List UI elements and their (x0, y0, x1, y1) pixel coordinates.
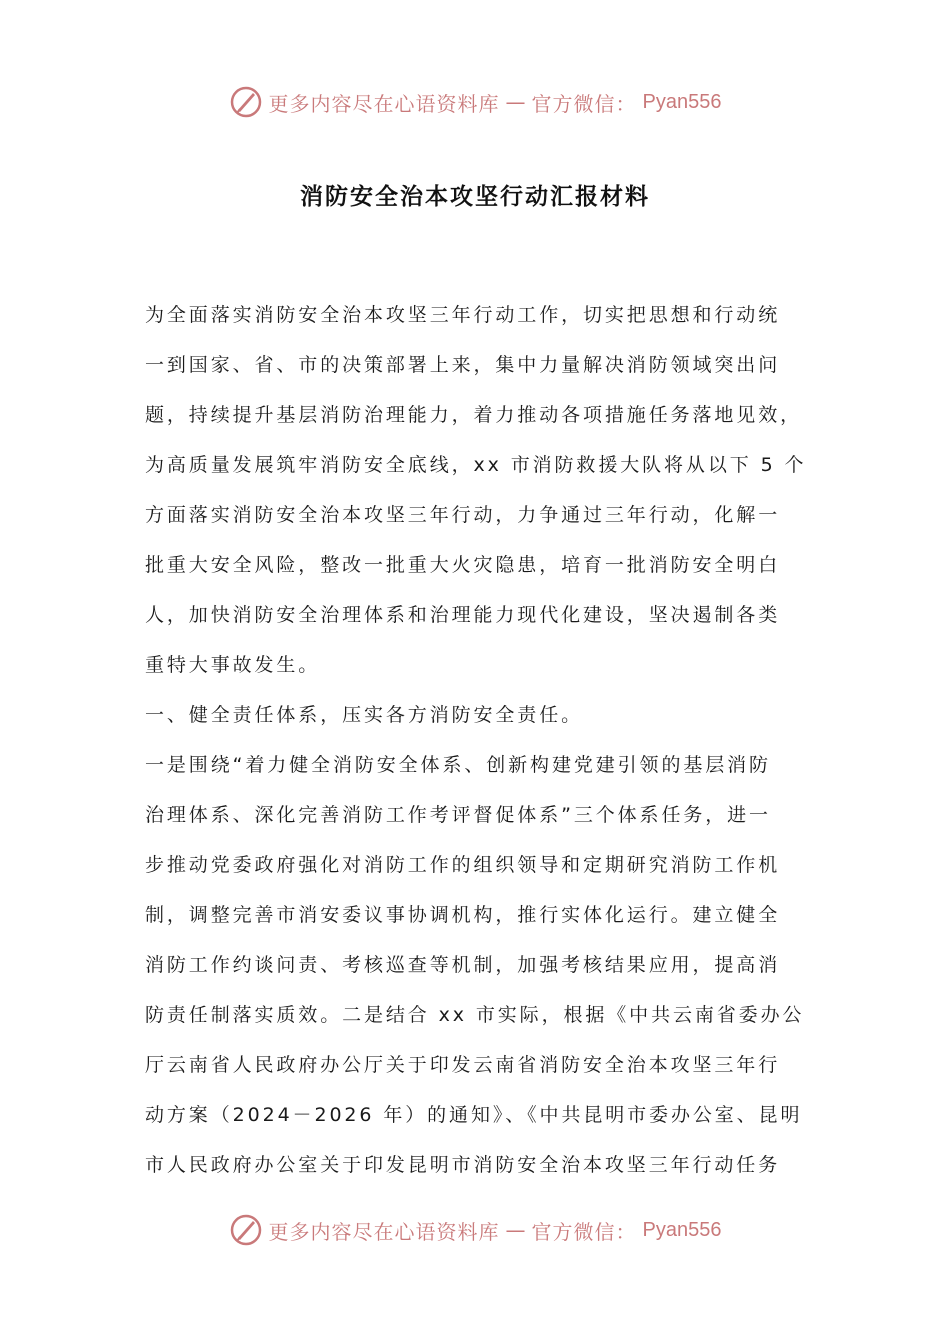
banner-contact-label: 官方微信： (531, 1219, 637, 1244)
body-line: 一到国家、省、市的决策部署上来，集中力量解决消防领域突出问 (145, 354, 781, 376)
banner-separator: — (505, 1218, 526, 1242)
document-title: 消防安全治本攻坚行动汇报材料 (300, 183, 650, 210)
body-line: 题，持续提升基层消防治理能力，着力推动各项措施任务落地见效， (145, 404, 803, 426)
document-body (145, 290, 815, 1190)
body-line: 方面落实消防安全治本攻坚三年行动，力争通过三年行动，化解一 (145, 504, 781, 526)
body-line: 动方案（2024－2026 年）的通知》、《中共昆明市委办公室、昆明 (145, 1104, 803, 1126)
banner-text: 更多内容尽在心语资料库 (268, 1219, 500, 1244)
banner-contact-label: 官方微信： (531, 91, 637, 116)
body-line: 步推动党委政府强化对消防工作的组织领导和定期研究消防工作机 (145, 854, 781, 876)
body-line: 一是围绕“着力健全消防安全体系、创新构建党建引领的基层消防 (145, 754, 771, 776)
body-line: 批重大安全风险，整改一批重大火灾隐患，培育一批消防安全明白 (145, 554, 781, 576)
quill-logo-icon (229, 1213, 263, 1247)
body-line: 人，加快消防安全治理体系和治理能力现代化建设，坚决遏制各类 (145, 604, 781, 626)
body-line: 防责任制落实质效。二是结合 xx 市实际，根据《中共云南省委办公 (145, 1004, 805, 1026)
body-line: 市人民政府办公室关于印发昆明市消防安全治本攻坚三年行动任务 (145, 1154, 781, 1176)
body-line: 治理体系、深化完善消防工作考评督促体系”三个体系任务，进一 (145, 804, 771, 826)
body-line: 厅云南省人民政府办公厅关于印发云南省消防安全治本攻坚三年行 (145, 1054, 781, 1076)
header-watermark-banner (0, 82, 950, 122)
footer-watermark-banner (0, 1210, 950, 1250)
body-line: 为高质量发展筑牢消防安全底线，xx 市消防救援大队将从以下 5 个 (145, 454, 807, 476)
body-line: 制，调整完善市消安委议事协调机构，推行实体化运行。建立健全 (145, 904, 781, 926)
banner-separator: — (505, 90, 526, 114)
body-line: 重特大事故发生。 (145, 654, 321, 676)
body-line: 消防工作约谈问责、考核巡查等机制，加强考核结果应用，提高消 (145, 954, 781, 976)
banner-contact-id: Pyan556 (642, 1218, 722, 1241)
banner-text: 更多内容尽在心语资料库 (268, 91, 500, 116)
quill-logo-icon (229, 85, 263, 119)
section-heading: 一、健全责任体系，压实各方消防安全责任。 (145, 704, 584, 726)
banner-contact-id: Pyan556 (642, 90, 722, 113)
body-line: 为全面落实消防安全治本攻坚三年行动工作，切实把思想和行动统 (145, 304, 781, 326)
